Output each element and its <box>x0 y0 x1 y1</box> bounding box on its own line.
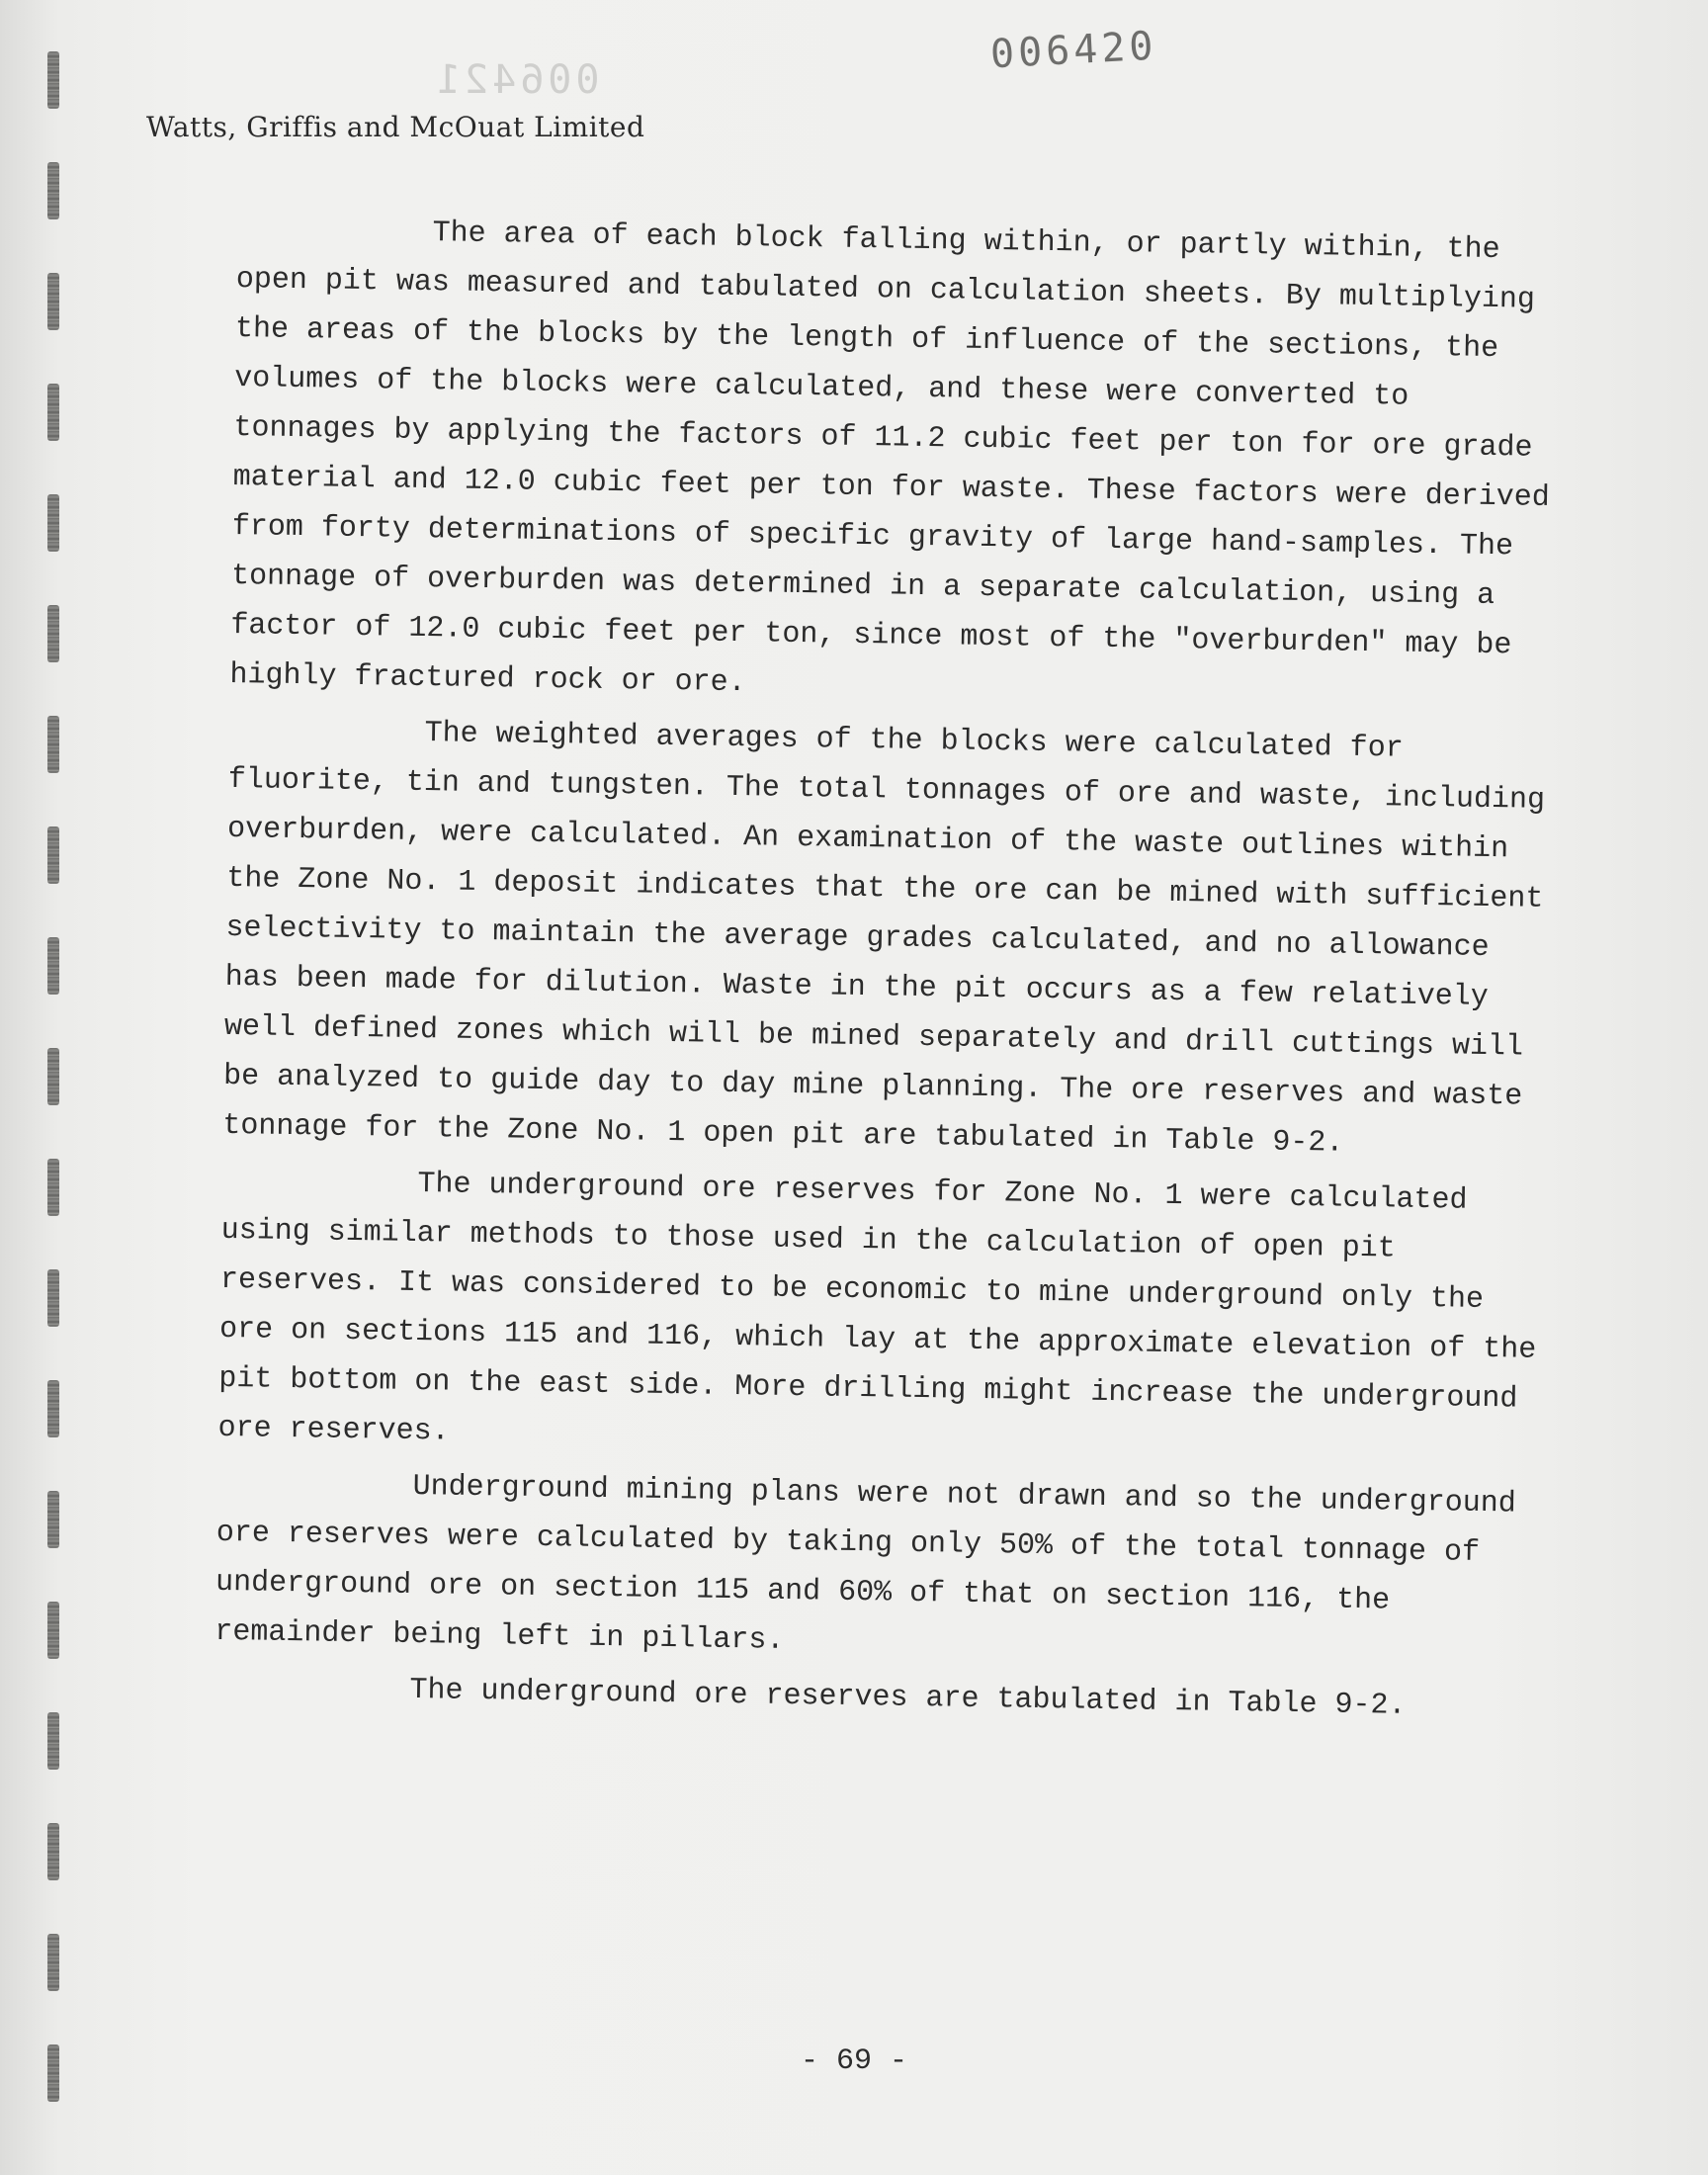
binding-mark <box>47 1823 59 1880</box>
binding-mark <box>47 1380 59 1437</box>
body-text <box>214 206 1562 1739</box>
paragraph: Underground mining plans were not drawn and so the underground ore reserves were calculated by taking only 50% of the total tonnage of underground ore on section 115 and 60% of that on section 116, the remainder being left in pillars. <box>214 1469 1516 1658</box>
binding-mark <box>47 1491 59 1548</box>
binding-mark <box>47 384 59 441</box>
binding-mark <box>47 1602 59 1659</box>
binding-mark <box>47 826 59 884</box>
binding-mark <box>47 494 59 552</box>
binding-mark <box>47 162 59 219</box>
paragraph: The area of each block falling within, or partly within, the open pit was measured and tabulated on calculation sheets. By multiplying the areas of the blocks by the length of influence of the sections, the volumes of the blocks were calculated, and these were converted to tonnages by applying the factors of 11.2 cubic feet per ton for ore grade material and 12.0 cubic feet per ton for waste. These factors were derived from forty determinations of specific gravity of large hand-samples. The tonnage of overburden was determined in a separate calculation, using a factor of 12.0 cubic feet per ton, since most of the "overburden" may be highly fractured rock or ore. <box>229 217 1551 701</box>
letterhead: Watts, Griffis and McOuat Limited <box>146 111 645 143</box>
paragraph: The underground ore reserves for Zone No. 1 were calculated using similar methods to those used in the calculation of open pit reserves. It was considered to be economic to mine underground only the ore on sections 115 and 116, which lay at the approximate elevation of the pit bottom on the east side. More drilling might increase the underground ore reserves. <box>217 1167 1537 1449</box>
page-number: - 69 - <box>800 2044 908 2078</box>
binding-mark <box>47 1159 59 1216</box>
binding-mark <box>47 937 59 995</box>
binding-mark <box>47 273 59 330</box>
binding-mark <box>47 1934 59 1991</box>
paragraph: The underground ore reserves are tabulated in Table 9-2. <box>409 1673 1407 1723</box>
spiral-binding <box>43 40 67 2135</box>
binding-mark <box>47 716 59 773</box>
binding-mark <box>47 605 59 662</box>
binding-mark <box>47 1048 59 1105</box>
document-number-stamp: 006420 <box>988 23 1158 78</box>
binding-mark <box>47 1712 59 1770</box>
paragraph: The weighted averages of the blocks were calculated for fluorite, tin and tungsten. The total tonnages of ore and waste, including overburden, were calculated. An examination of the waste outlines within the Zone No. 1 deposit indicates that the ore can be mined with sufficient selectivity to maintain the average grades calculated, and no allowance has been made for dilution. Waste in the pit occurs as a few relatively well defined zones which will be mined separately and drill cuttings will be analyzed to guide day to day mine planning. The ore reserves and waste tonnage for the Zone No. 1 open pit are tabulated in Table 9-2. <box>222 717 1546 1161</box>
bleed-through-stamp: 006421 <box>433 57 600 103</box>
binding-mark <box>47 1269 59 1327</box>
binding-mark <box>47 51 59 109</box>
